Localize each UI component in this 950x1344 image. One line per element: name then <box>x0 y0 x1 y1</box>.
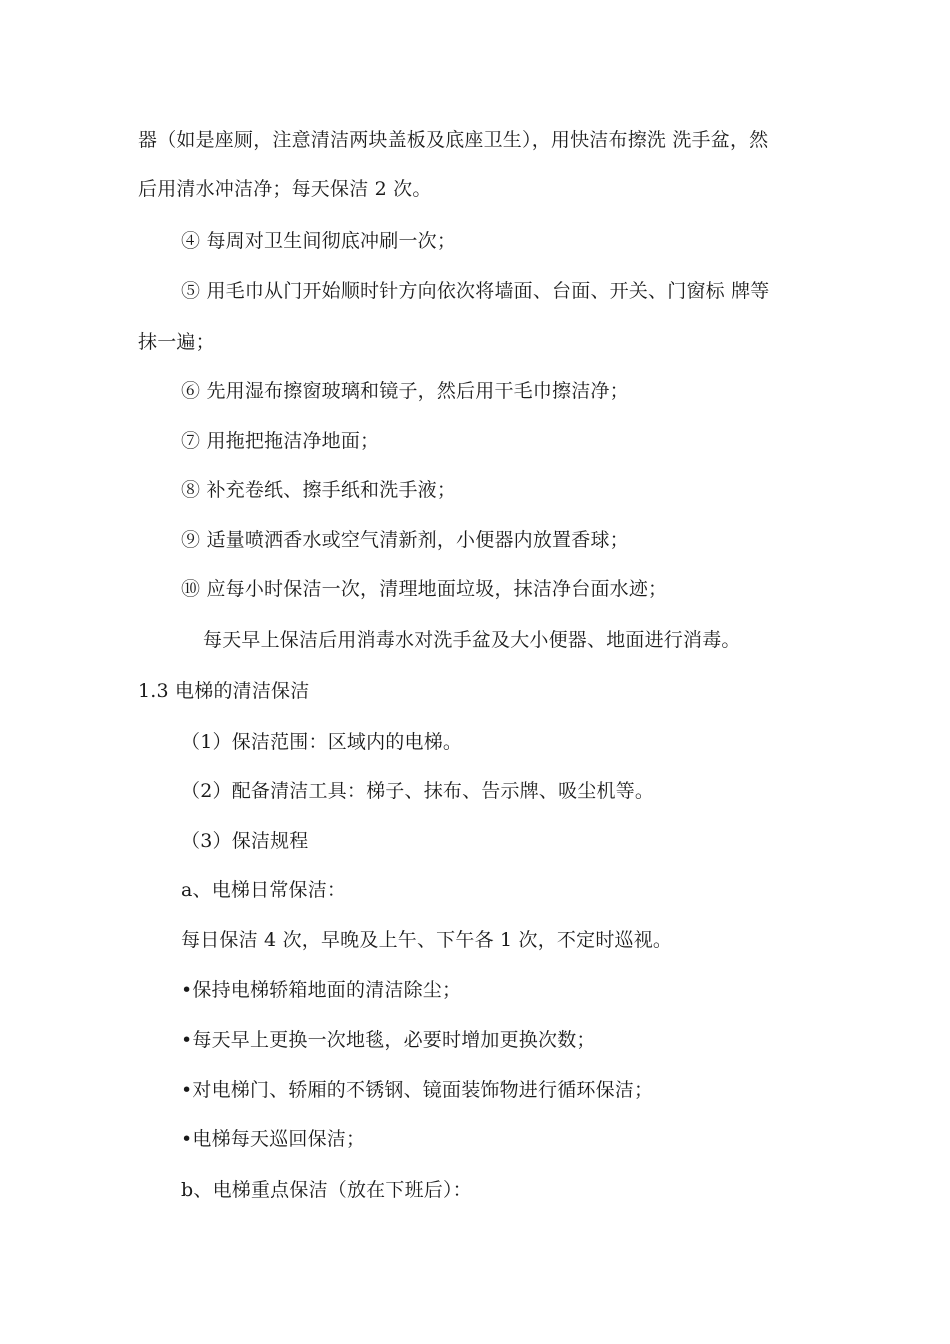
sub-heading: a、电梯日常保洁： <box>181 879 347 901</box>
bullet-item: •每天早上更换一次地毯，必要时增加更换次数； <box>181 1029 596 1051</box>
list-item: （2）配备清洁工具：梯子、抹布、告示牌、吸尘机等。 <box>181 780 655 802</box>
list-item: ⑧ 补充卷纸、擦手纸和洗手液； <box>181 479 457 501</box>
paragraph-line: 后用清水冲洁净；每天保洁 2 次。 <box>138 178 432 200</box>
paragraph-line: 器（如是座厕，注意清洁两块盖板及底座卫生），用快洁布擦洗 洗手盆，然 <box>138 129 769 151</box>
paragraph-line: 每天早上保洁后用消毒水对洗手盆及大小便器、地面进行消毒。 <box>203 629 741 651</box>
list-item: （3）保洁规程 <box>181 830 309 852</box>
list-item: ⑤ 用毛巾从门开始顺时针方向依次将墙面、台面、开关、门窗标 牌等 <box>181 280 770 302</box>
section-heading: 1.3 电梯的清洁保洁 <box>138 680 310 702</box>
paragraph-line: 每日保洁 4 次，早晚及上午、下午各 1 次，不定时巡视。 <box>181 929 673 951</box>
bullet-item: •电梯每天巡回保洁； <box>181 1128 366 1150</box>
list-item: ④ 每周对卫生间彻底冲刷一次； <box>181 230 457 252</box>
list-item: ⑦ 用拖把拖洁净地面； <box>181 430 380 452</box>
list-item: ⑨ 适量喷洒香水或空气清新剂，小便器内放置香球； <box>181 529 629 551</box>
list-item: （1）保洁范围：区域内的电梯。 <box>181 731 463 753</box>
bullet-item: •保持电梯轿箱地面的清洁除尘； <box>181 979 462 1001</box>
list-item: ⑩ 应每小时保洁一次，清理地面垃圾，抹洁净台面水迹； <box>181 578 668 600</box>
bullet-item: •对电梯门、轿厢的不锈钢、镜面装饰物进行循环保洁； <box>181 1079 654 1101</box>
sub-heading: b、电梯重点保洁（放在下班后）： <box>181 1179 472 1201</box>
list-item: ⑥ 先用湿布擦窗玻璃和镜子，然后用干毛巾擦洁净； <box>181 380 629 402</box>
paragraph-line: 抹一遍； <box>138 331 215 353</box>
